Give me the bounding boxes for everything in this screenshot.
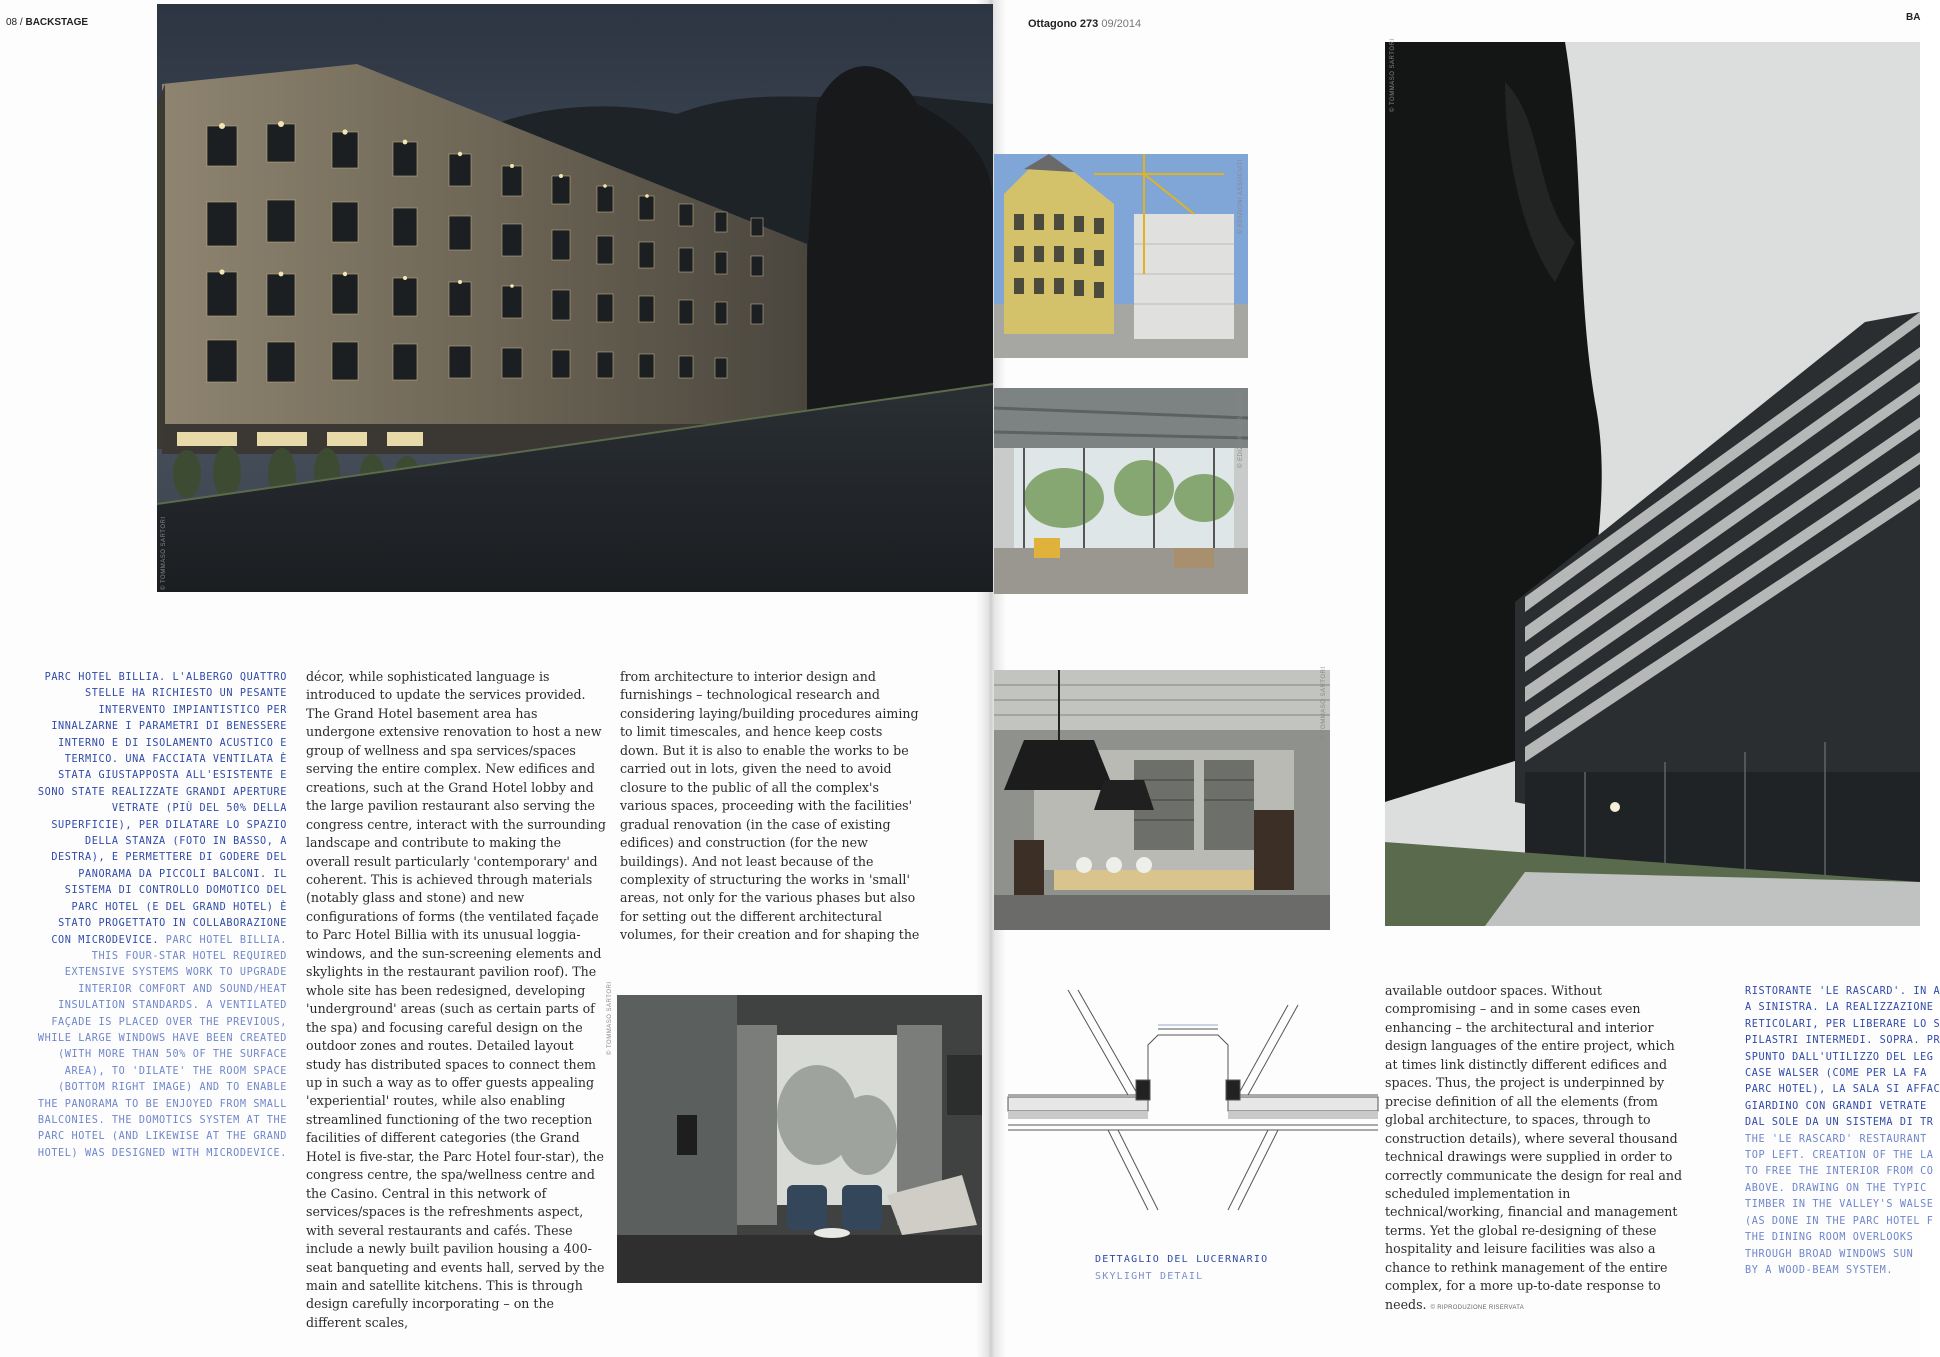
skylight-section-drawing [1008, 985, 1378, 1215]
caption-english-line-7: THE DINING ROOM OVERLOOKS [1745, 1232, 1914, 1244]
caption-italian-line-3: RETICOLARI, PER LIBERARE LO S [1745, 1018, 1940, 1030]
article-column-3-text: available outdoor spaces. Without compromising – and in some cases even enhancing – the architectural and interior design languages of the entire project, which at times link distinctly different edifices and spaces. Thus, the project is underpinned by precise definition of all the elements (from global architecture, to spaces, through to construction details), where several thousand technical drawings were supplied in order to correctly communicate the design for real and scheduled implementation in technical/working, financial and management terms. Yet the global re-designing of these hospitality and leisure facilities was also a chance to rethink management of the entire complex, for a more up-to-date response to needs. [1385, 983, 1683, 1312]
photo-credit: © TOMMASO SARTORI [1390, 38, 1396, 112]
magazine-name: Ottagono 273 [1028, 18, 1099, 30]
caption-english-line-3: TO FREE THE INTERIOR FROM CO [1745, 1166, 1934, 1178]
restaurant-interior-photo [994, 666, 1330, 930]
parc-hotel-night-photo [157, 4, 993, 592]
construction-site-illustration [994, 154, 1248, 358]
photo-credit: © TOMMASO SARTORI [607, 981, 613, 1055]
skylight-detail-drawing [1008, 985, 1378, 1215]
restaurant-interior-illustration [994, 670, 1330, 930]
rascard-pavilion-photo [1385, 38, 1920, 926]
caption-english-line-2: TOP LEFT. CREATION OF THE LA [1745, 1150, 1934, 1162]
parc-hotel-caption [35, 670, 287, 1162]
lobby-construction-illustration [994, 388, 1248, 594]
photo-credit: © TOMMASO SARTORI [161, 516, 167, 590]
photo-credit: © EDIZIONI ASSOCIATI [1238, 393, 1244, 468]
caption-italian-line-1: RISTORANTE 'LE RASCARD'. IN A [1745, 986, 1940, 997]
page-folio-right [1028, 18, 1141, 30]
caption-english-line-9: BY A WOOD-BEAM SYSTEM. [1745, 1264, 1894, 1276]
caption-english-line-6: (AS DONE IN THE PARC HOTEL F [1745, 1215, 1934, 1227]
caption-italian: PARC HOTEL BILLIA. L'ALBERGO QUATTRO STELLE HA RICHIESTO UN PESANTE INTERVENTO IMPIANTISTICO PER INNALZARNE I PARAMETRI DI BENESSERE INTERNO E DI ISOLAMENTO ACUSTICO E TERMICO. UNA FACCIATA VENTILATA È STATA GIUSTAPPOSTA ALL'ESISTENTE E SONO STATE REALIZZATE GRANDI APERTURE VETRATE (PIÙ DEL 50% DELLA SUPERFICIE), PER DILATARE LO SPAZIO DELLA STANZA (FOTO IN BASSO, A DESTRA), E PERMETTERE DI GODERE DEL PANORAMA DA PICCOLI BALCONI. IL SISTEMA DI CONTROLLO DOMOTICO DEL PARC HOTEL (E DEL GRAND HOTEL) È STATO PROGETTATO IN COLLABORAZIONE CON MICRODEVICE. [37, 672, 287, 946]
caption-italian-line-8: GIARDINO CON GRANDI VETRATE [1745, 1100, 1927, 1112]
skylight-caption [1095, 1251, 1268, 1285]
page-number: 08 / [6, 17, 23, 28]
article-column-2: from architecture to interior design and furnishings – technological research and considering laying/building procedures aiming to limit timescales, and hence keep costs down. But it is also to enable the works to be carried out in lots, given the need to avoid closure to the public of all the complex's various spaces, proceeding with the facilities' gradual renovation (in the case of existing edifices) and construction (for the new buildings). And not least because of the complexity of structuring the works in 'small' areas, not only for the various phases but also for setting out the different architectural volumes, for their creation and for shaping the [620, 669, 920, 943]
section-name-cut: BA [1906, 12, 1921, 23]
article-column-1: décor, while sophisticated language is introduced to update the services provided. The Grand Hotel basement area has undergone extensive renovation to host a new group of wellness and spa services/spaces serving the entire complex. New edifices and creations, such at the Grand Hotel lobby and the large pavilion restaurant also serving the congress centre, interact with the surrounding landscape and contribute to making the overall result particularly 'contemporary' and coherent. This is achieved through materials (notably glass and stone) and new configurations of forms (the ventilated façade to Parc Hotel Billia with its unusual loggia-windows, and the sun-screening elements and skylights in the restaurant pavilion roof). The whole site has been redesigned, developing 'underground' areas (such as certain parts of the spa) and focusing careful design on the outdoor zones and routes. Detailed layout study has distributed spaces to connect them up in such a way as to offer guests appealing 'experiential' routes, while also enabling streamlined functioning of the two reception facilities of different categories (the Grand Hotel is five-star, the Parc Hotel four-star), the congress centre, the spa/wellness centre and the Casino. Central in this network of services/spaces is the refreshments aspect, with several restaurants and cafés. These include a newly built pavilion housing a 400-seat banqueting and events hall, served by the main and satellite kitchens. This is through design carefully incorporating – on the different scales, [306, 669, 606, 1330]
photo-credit: © TOMMASO SARTORI [1321, 666, 1327, 740]
rascard-pavilion-illustration [1385, 42, 1920, 926]
caption-italian-line-5: SPUNTO DALL'UTILIZZO DEL LEG [1745, 1051, 1934, 1063]
parc-hotel-night-illustration [157, 4, 993, 592]
caption-italian-line-6: CASE WALSER (COME PER LA FA [1745, 1068, 1927, 1080]
caption-italian-line-9: DAL SOLE DA UN SISTEMA DI TR [1745, 1117, 1934, 1129]
copyright-note: © RIPRODUZIONE RISERVATA [1430, 1304, 1525, 1311]
caption-english-line-8: THROUGH BROAD WINDOWS SUN [1745, 1248, 1914, 1260]
hotel-room-illustration [617, 995, 982, 1283]
caption-english: PARC HOTEL BILLIA. THIS FOUR-STAR HOTEL REQUIRED EXTENSIVE SYSTEMS WORK TO UPGRADE INTERIOR COMFORT AND SOUND/HEAT INSULATION STANDARDS. A VENTILATED FAÇADE IS PLACED OVER THE PREVIOUS, WHILE LARGE WINDOWS HAVE BEEN CREATED (WITH MORE THAN 50% OF THE SURFACE AREA), TO 'DILATE' THE ROOM SPACE (BOTTOM RIGHT IMAGE) AND TO ENABLE THE PANORAMA TO BE ENJOYED FROM SMALL BALCONIES. THE DOMOTICS SYSTEM AT THE PARC HOTEL (AND LIKEWISE AT THE GRAND HOTEL) WAS DESIGNED WITH MICRODEVICE. [37, 934, 287, 1159]
issue-date: 09/2014 [1101, 18, 1142, 30]
caption-english-line-1: THE 'LE RASCARD' RESTAURANT [1745, 1133, 1927, 1145]
hotel-room-photo [607, 981, 982, 1283]
photo-credit: © EDIZIONI ASSOCIATI [1238, 159, 1244, 234]
lobby-construction-photo [994, 388, 1248, 594]
caption-italian-line-7: PARC HOTEL), LA SALA SI AFFAC [1745, 1084, 1940, 1096]
caption-english-line-5: TIMBER IN THE VALLEY'S WALSE [1745, 1199, 1934, 1211]
caption-english-line-4: ABOVE. DRAWING ON THE TYPIC [1745, 1182, 1927, 1194]
skylight-caption-english: SKYLIGHT DETAIL [1095, 1271, 1204, 1282]
page-folio-left [6, 17, 88, 28]
caption-italian-line-4: PILASTRI INTERMEDI. SOPRA. PR [1745, 1035, 1940, 1047]
caption-italian-line-2: A SINISTRA. LA REALIZZAZIONE [1745, 1002, 1934, 1014]
rascard-caption [1745, 984, 1940, 1279]
section-name: BACKSTAGE [25, 17, 89, 28]
skylight-caption-italian: DETTAGLIO DEL LUCERNARIO [1095, 1254, 1269, 1265]
article-column-3 [1385, 982, 1685, 1317]
construction-site-photo [994, 154, 1248, 358]
